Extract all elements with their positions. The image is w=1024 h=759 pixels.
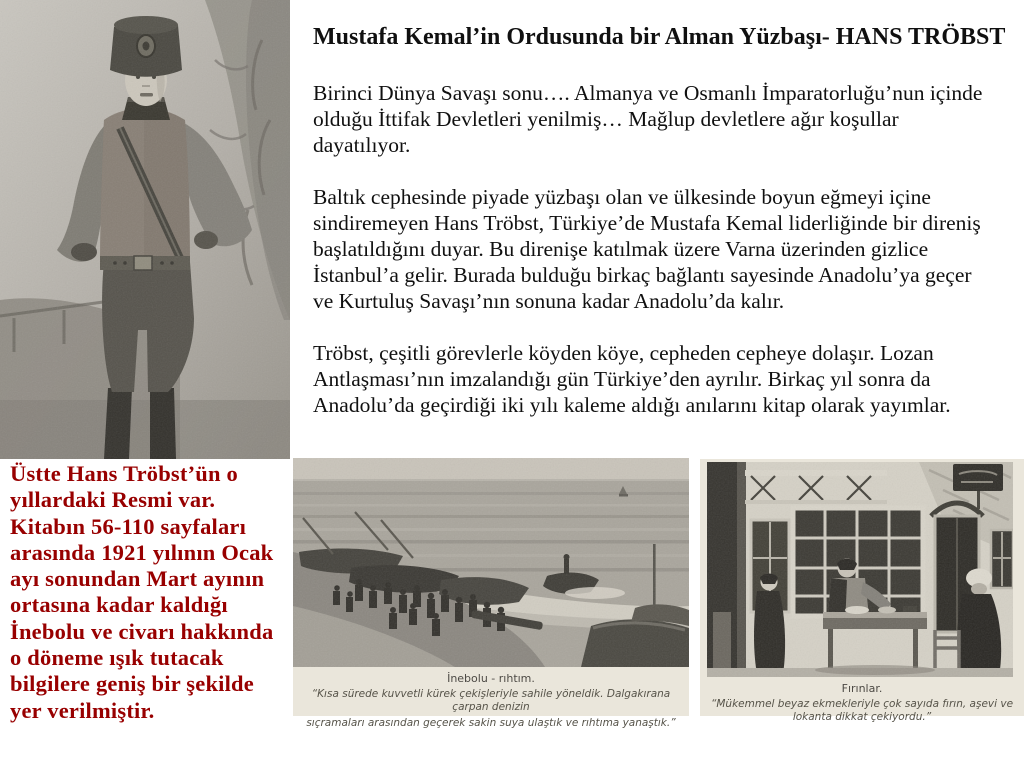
figure-quote-line: “Mükemmel beyaz ekmekleriyle çok sayıda fırın, aşevi ve lokanta dikkat çekiyordu.” [710, 698, 1014, 723]
note-line: o döneme ışık tutacak [10, 645, 224, 671]
paragraph-line: Baltık cephesinde piyade yüzbaşı olan ve ülkesinde boyun eğmeyi içine [313, 185, 931, 209]
figure-firinlar-scan [700, 459, 1024, 723]
paragraph-line: Anadolu’da geçirdiği iki yılı kaleme aldığı anılarını kitap olarak yayımlar. [313, 393, 951, 417]
paragraph-line: dayatılıyor. [313, 133, 411, 157]
paragraph-line: sindiremeyen Hans Tröbst, Türkiye’de Mustafa Kemal liderliğinde bir direniş [313, 211, 981, 235]
paragraph-line: başlatıldığını duyar. Bu direnişe katılmak üzere Varna üzerinden gizlice [313, 237, 929, 261]
figure-caption: İnebolu - rıhtım. [447, 672, 535, 685]
figure-quote-line: “Kısa sürede kuvvetli kürek çekişleriyle sahile yöneldik. Dalgakırana çarpan denizin [311, 688, 671, 713]
note-line: Kitabın 56-110 sayfaları [10, 513, 247, 539]
paragraph-line: İstanbul’a gelir. Burada bulduğu birkaç bağlantı sayesinde Anadolu’ya geçer [313, 263, 972, 287]
inebolu-quay-photo [293, 458, 689, 667]
article-text [313, 22, 1005, 444]
note-line: bilgilere geniş bir şekilde [10, 671, 254, 697]
figure-inebolu-scan [293, 458, 689, 729]
hans-trobst-portrait-photo [0, 0, 290, 459]
figure-caption: Fırınlar. [841, 682, 883, 695]
paragraph-1 [313, 80, 1005, 158]
note-line: yer verilmiştir. [10, 697, 155, 723]
note-line: İnebolu ve civarı hakkında [10, 618, 274, 644]
paragraph-line: Tröbst, çeşitli görevlerle köyden köye, cepheden cepheye dolaşır. Lozan [313, 341, 934, 365]
figure-quote-line: sıçramaları arasından geçerek sakin suya ulaştık ve rıhtıma yanaştık.” [306, 717, 676, 729]
paragraph-line: ve Kurtuluş Savaşı’nın sonuna kadar Anadolu’da kalır. [313, 289, 785, 313]
paragraph-3 [313, 340, 1005, 418]
note-line: Üstte Hans Tröbst’ün o [10, 461, 238, 486]
note-line: ayı sonundan Mart ayının [10, 566, 265, 592]
paragraph-2 [313, 184, 1005, 314]
paragraph-line: Antlaşması’nın imzalandığı gün Türkiye’den ayrılır. Birkaç yıl sonra da [313, 367, 931, 391]
article-title: Mustafa Kemal’in Ordusunda bir Alman Yüzbaşı- HANS TRÖBST [313, 24, 1006, 50]
note-line: arasında 1921 yılının Ocak [10, 539, 274, 565]
bakery-street-photo [707, 462, 1013, 677]
paragraph-line: Birinci Dünya Savaşı sonu…. Almanya ve Osmanlı İmparatorluğu’nun içinde [313, 81, 983, 105]
note-line: ortasına kadar kaldığı [10, 592, 228, 618]
note-line: yıllardaki Resmi var. [10, 487, 216, 513]
paragraph-line: olduğu İttifak Devletleri yenilmiş… Mağlup devletlere ağır koşullar [313, 107, 899, 131]
photo-note [10, 461, 273, 724]
